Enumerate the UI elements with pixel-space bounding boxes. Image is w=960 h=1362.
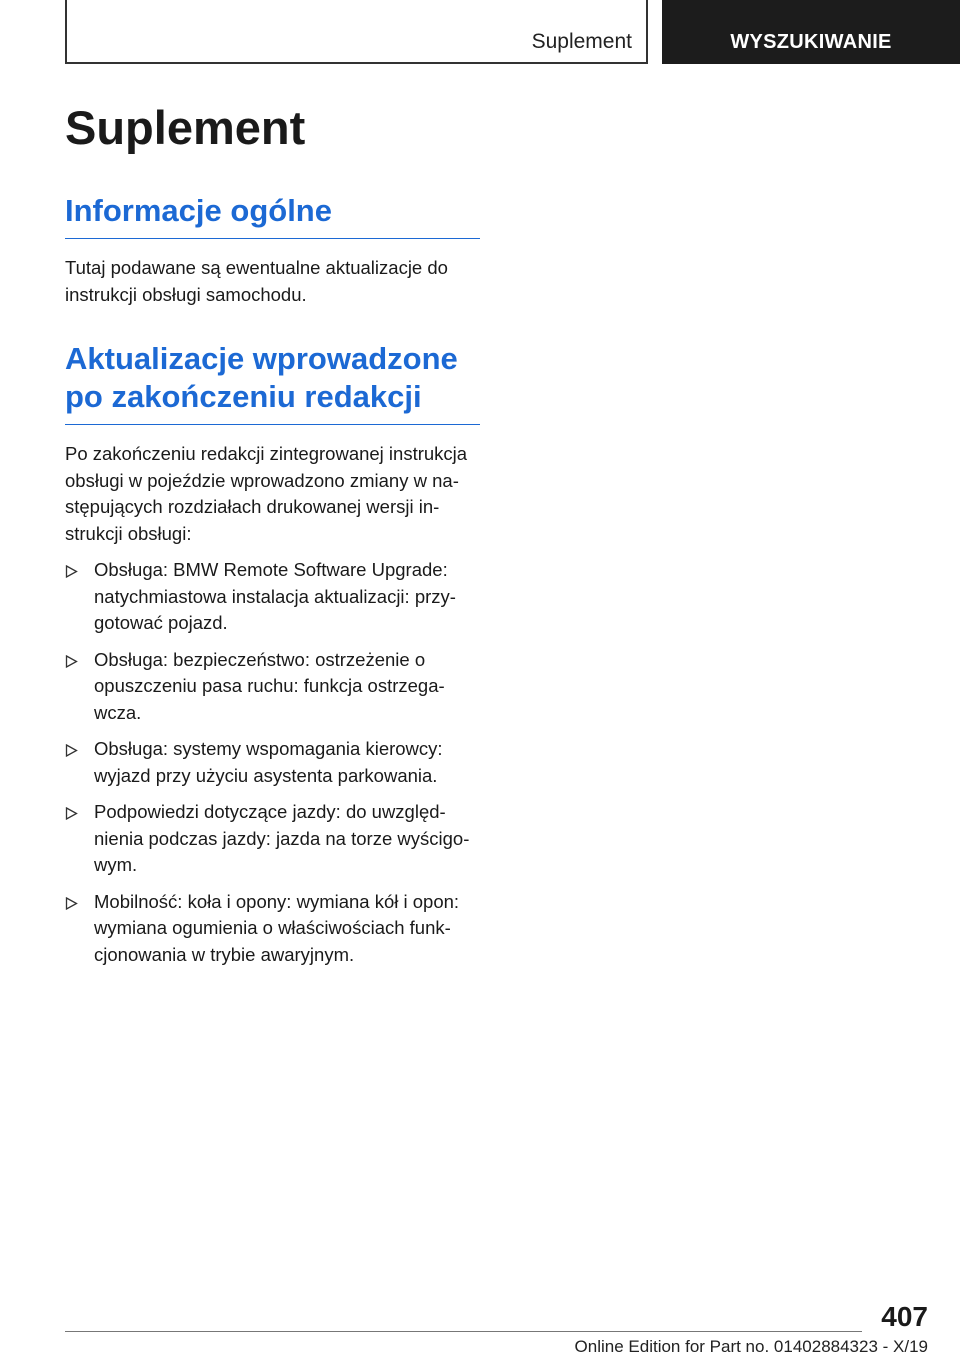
triangle-right-outline-icon	[65, 807, 78, 820]
updates-intro-paragraph: Po zakończeniu redakcji zintegrowanej instrukcja obsługi w pojeździe wprowadzono zmiany w następujących rozdziałach drukowanej wersji instrukcji obsługi:	[65, 443, 468, 544]
list-item	[65, 647, 480, 727]
list-item	[65, 889, 480, 969]
page-content	[65, 100, 480, 978]
search-tab[interactable]	[662, 0, 960, 64]
page-number: 407	[881, 1301, 928, 1332]
list-item	[65, 799, 480, 879]
footer-edition-text: Online Edition for Part no. 01402884323 - X/19	[574, 1337, 928, 1356]
list-item-text: Obsługa: systemy wspomagania kierowcy: wyjazd przy użyciu asystenta parkowania.	[94, 738, 443, 786]
section-tab-label: Suplement	[531, 30, 632, 53]
search-tab-label: WYSZUKIWANIE	[730, 31, 892, 53]
triangle-right-outline-icon	[65, 744, 78, 757]
section-heading-updates: Aktualizacje wprowadzone po zakończeniu redakcji	[65, 340, 480, 425]
list-item	[65, 557, 480, 637]
list-item	[65, 736, 480, 789]
triangle-right-outline-icon	[65, 655, 78, 668]
section-heading-general: Informacje ogólne	[65, 192, 480, 239]
list-item-text: Mobilność: koła i opony: wymiana kół i opon: wymiana ogumienia o właściwościach funkcjonowania w trybie awaryjnym.	[94, 890, 460, 965]
footer-divider	[65, 1331, 862, 1332]
list-item-text: Obsługa: bezpieczeństwo: ostrzeżenie o opuszczeniu pasa ruchu: funkcja ostrzegawcza.	[94, 648, 445, 723]
list-item-text: Podpowiedzi dotyczące jazdy: do uwzględnienia podczas jazdy: jazda na torze wyścigowym.	[94, 801, 470, 875]
page-title: Suplement	[65, 101, 306, 154]
list-item-text: Obsługa: BMW Remote Software Upgrade: natychmiastowa instalacja aktualizacji: przygotować pojazd.	[94, 559, 456, 633]
section-tab[interactable]	[65, 0, 648, 64]
triangle-right-outline-icon	[65, 565, 78, 578]
general-paragraph: Tutaj podawane są ewentualne aktualizacje do instrukcji obsługi samochodu.	[65, 257, 448, 305]
chapter-list	[65, 557, 480, 968]
triangle-right-outline-icon	[65, 897, 78, 910]
